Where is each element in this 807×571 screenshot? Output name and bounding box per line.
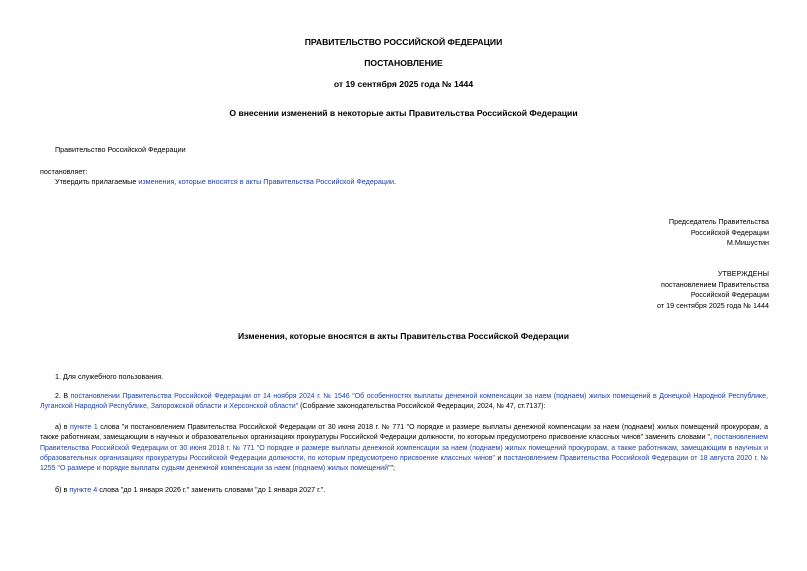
item-a-text-2: слова "и постановлением Правительства Российской Федерации от 30 июня 2018 г. № 771 "О порядке и размере выплаты денежной компенсации за наем (поднаем) жилых помещений прокурорам, а также работникам, замещающим в научных и образовательных организациях прокуратуры Российской Федерации должности, по которым предусмотрено присвоение классных чинов" заменить словами ", (40, 424, 768, 442)
approved-country: Российской Федерации (690, 290, 769, 300)
item-a-text-1: а) в (55, 424, 71, 431)
resolution-1546-link[interactable]: постановлении Правительства Российской Федерации от 14 ноября 2024 г. № 1546 "Об особенностях выплаты денежной компенсации за наем (поднаем) жилых помещений в Донецкой Народной Республике, Луганской Народной Республике, Запорожской области и Херсонской области" (40, 393, 768, 411)
document-date-number: от 19 сентября 2025 года № 1444 (333, 79, 474, 89)
decides-label: постановляет: (40, 167, 88, 176)
resolution-1255-link[interactable]: постановлением Правительства Российской Федерации от 18 августа 2020 г. № 1255 "О размере и порядке выплаты судьям денежной компенсации за наем (поднаем) жилых помещений" (40, 454, 768, 473)
item-1: 1. Для служебного пользования. (55, 372, 164, 381)
changes-link[interactable]: изменения, которые вносятся в акты Правительства Российской Федерации (138, 177, 394, 186)
item-a-text-3: и (495, 454, 504, 462)
signature-country: Российской Федерации (690, 227, 769, 237)
document-type: ПОСТАНОВЛЕНИЕ (364, 58, 443, 68)
document-title: О внесении изменений в некоторые акты Правительства Российской Федерации (229, 108, 578, 118)
approve-prefix: Утвердить прилагаемые (55, 177, 139, 186)
signature-position: Председатель Правительства (668, 217, 769, 226)
approved-by: постановлением Правительства (661, 279, 769, 289)
item-a-text-4: "; (390, 465, 395, 473)
point-4-link[interactable]: пункте 4 (69, 485, 98, 494)
approve-suffix: . (393, 177, 396, 186)
signature-name: М.Мишустин (726, 238, 769, 248)
resolution-771-link[interactable]: постановлением Правительства Российской Федерации от 30 июня 2018 г. № 771 "О порядке и размере выплаты денежной компенсации за наем (поднаем) жилых помещений прокурорам, а также работникам, замещающим в научных и образовательных организациях прокуратуры Российской Федерации должности, по которым предусмотрено присвоение классных чинов" (40, 434, 768, 462)
item-2-prefix: 2. В (55, 393, 71, 400)
approved-block (657, 269, 769, 311)
item-b-text-2: слова "до 1 января 2026 г." заменить словами "до 1 января 2027 г.". (97, 485, 326, 494)
item-2-suffix: (Собрание законодательства Российской Федерации, 2024, № 47, ст.7137): (298, 403, 546, 411)
approved-date: от 19 сентября 2025 года № 1444 (657, 300, 769, 310)
item-a (40, 423, 768, 474)
government-name: ПРАВИТЕЛЬСТВО РОССИЙСКОЙ ФЕДЕРАЦИИ (304, 37, 503, 47)
approved-label: УТВЕРЖДЕНЫ (717, 269, 769, 278)
approve-sentence (55, 177, 396, 187)
item-b-text-1: б) в (55, 485, 70, 494)
signature-block (669, 217, 769, 249)
item-b (55, 485, 325, 495)
point-1-link[interactable]: пункте 1 (70, 424, 98, 431)
changes-title: Изменения, которые вносятся в акты Правительства Российской Федерации (237, 331, 569, 341)
item-2 (40, 392, 768, 413)
issuer: Правительство Российской Федерации (55, 145, 186, 154)
